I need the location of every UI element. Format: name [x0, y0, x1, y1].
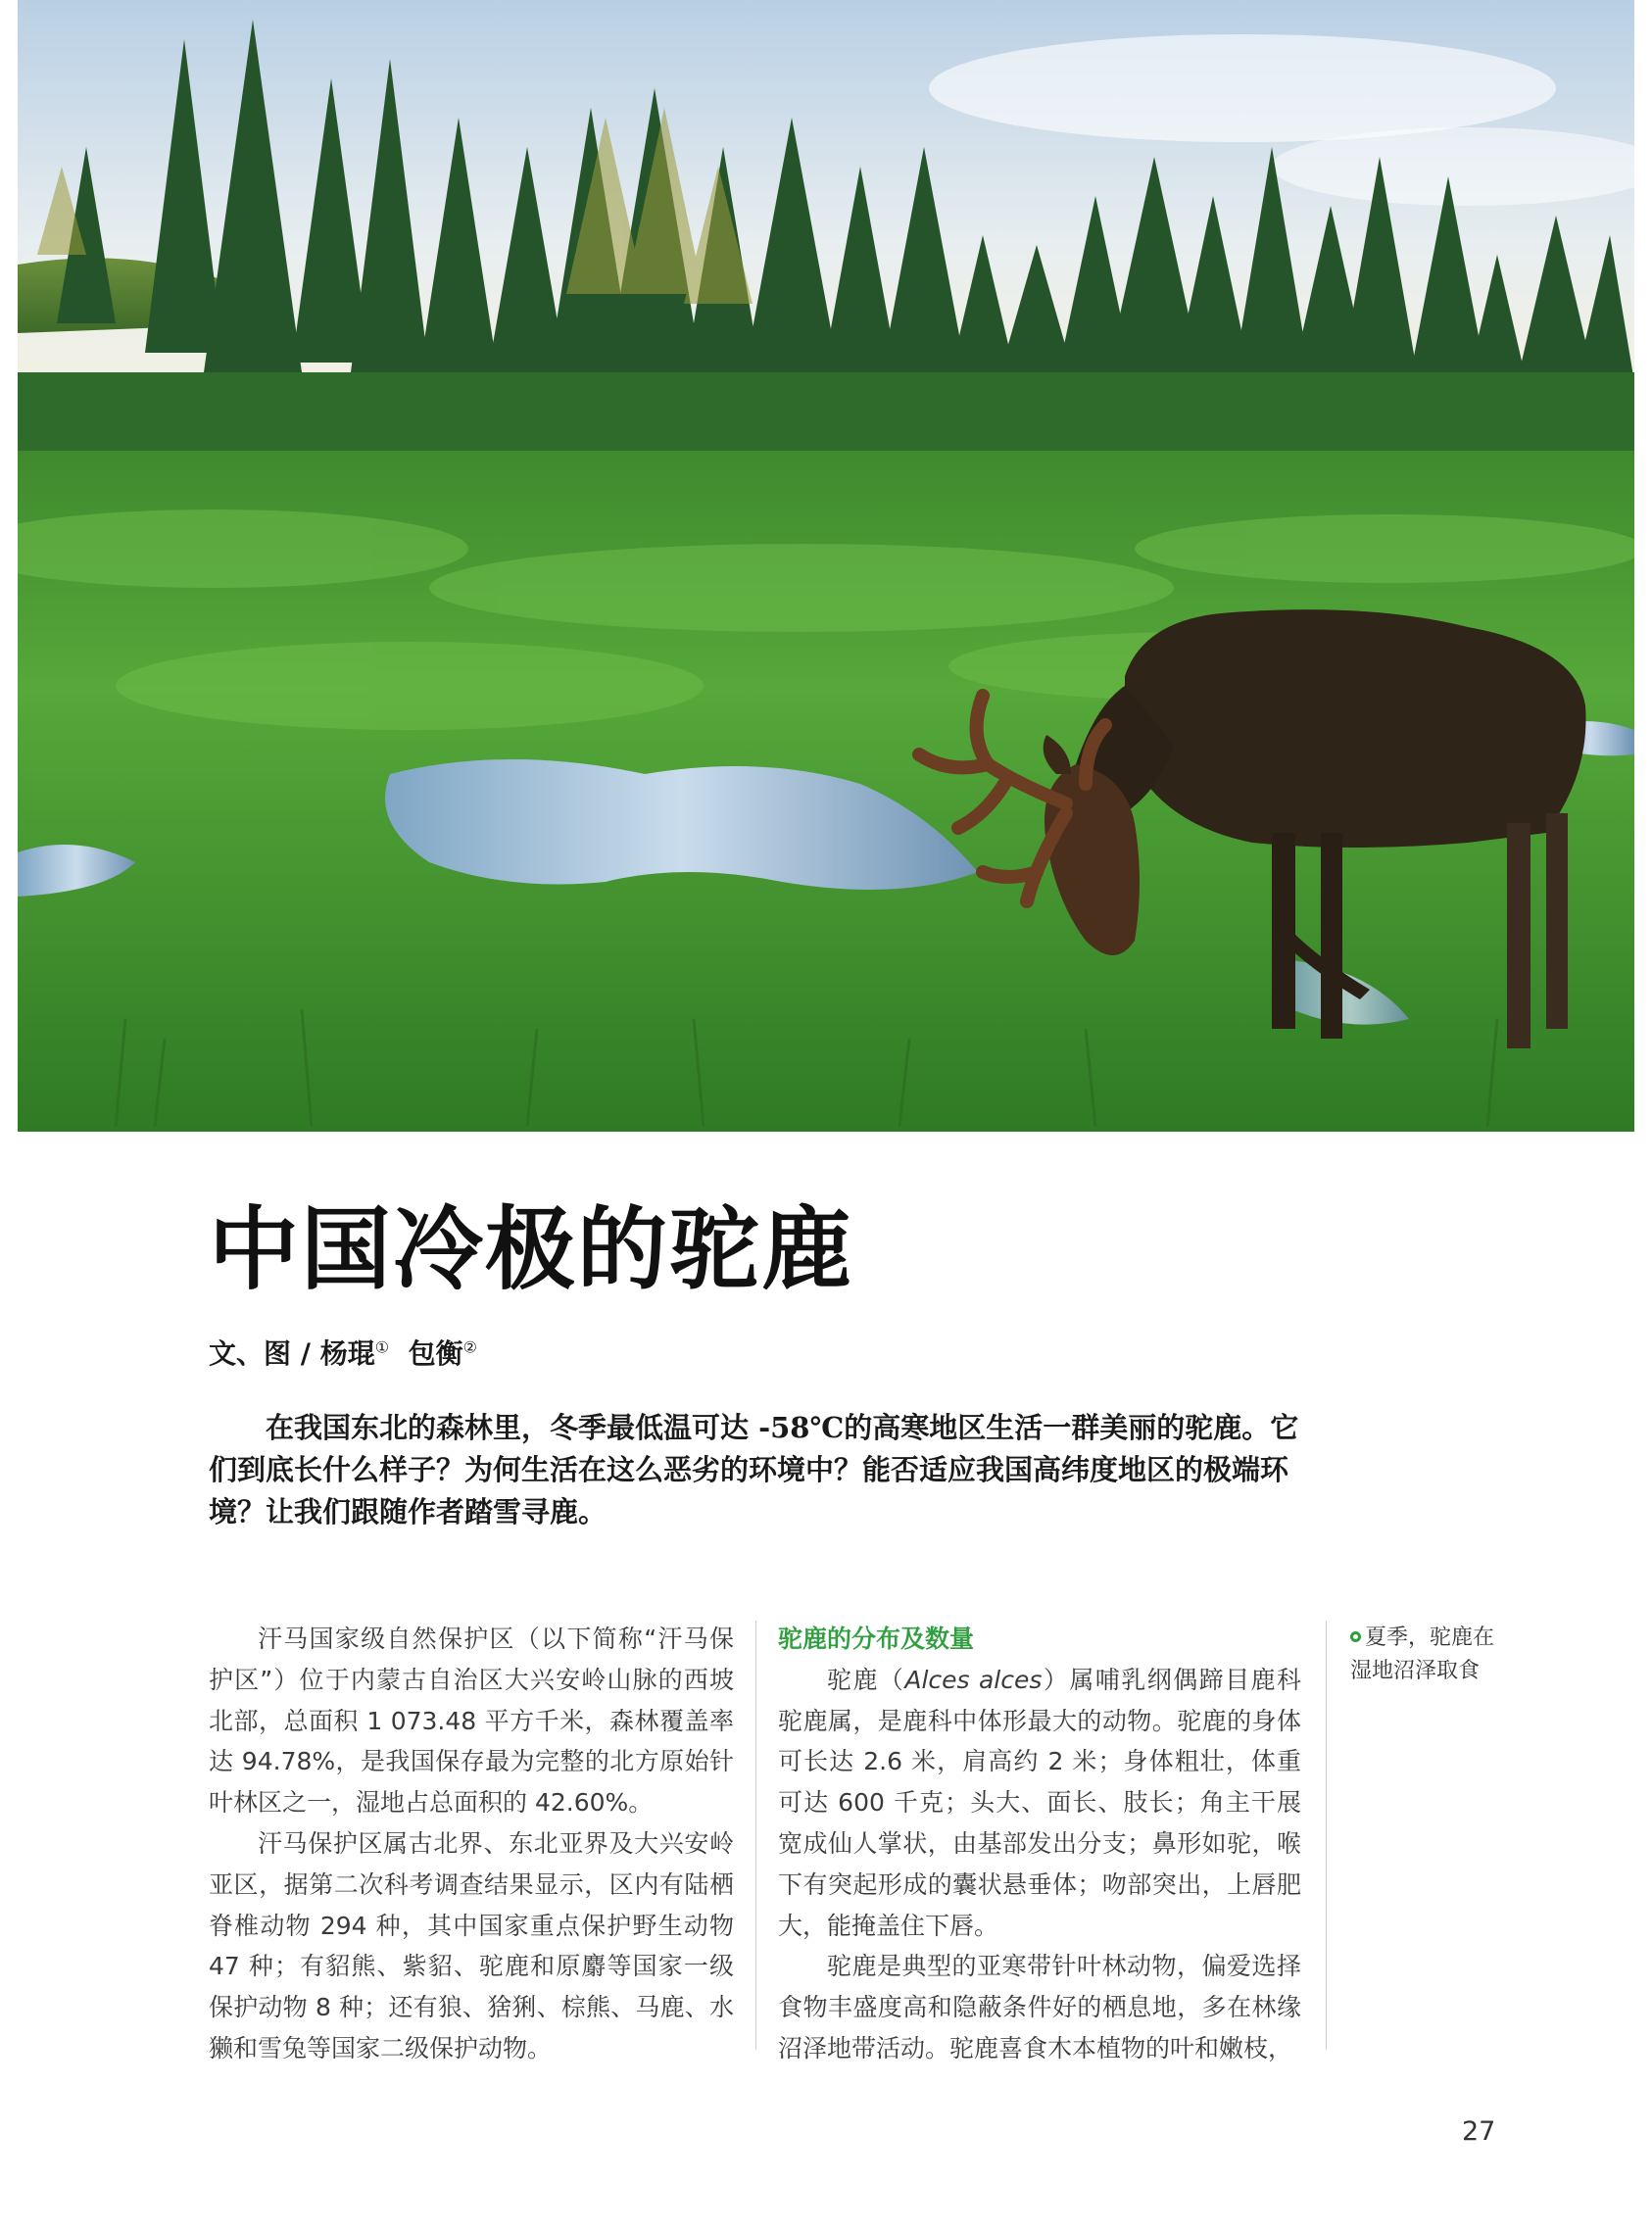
caption-bullet-icon [1350, 1631, 1361, 1642]
lead-paragraph: 在我国东北的森林里，冬季最低温可达 -58℃的高寒地区生活一群美丽的驼鹿。它们到底长什么样子？为何生活在这么恶劣的环境中？能否适应我国高纬度地区的极端环境？让我们跟随作者踏雪寻鹿。 [209, 1411, 1299, 1528]
author-2-footnote-mark: ② [462, 1337, 477, 1357]
author-2: 包衡 [408, 1337, 463, 1370]
body-column-2 [778, 1619, 1301, 2069]
paragraph-text: ）属哺乳纲偶蹄目鹿科驼鹿属，是鹿科中体形最大的动物。驼鹿的身体可长达 2.6 米，肩高约 2 米；身体粗壮，体重可达 600 千克；头大、面长、肢长；角主干展宽成仙人掌状，由基部发出分支；鼻形如驼，喉下有突起形成的囊状悬垂体；吻部突出，上唇肥大，能掩盖住下唇。 [778, 1665, 1301, 1940]
hero-photo [18, 0, 1634, 1132]
body-paragraph [778, 1660, 1301, 1947]
section-heading: 驼鹿的分布及数量 [778, 1625, 975, 1653]
body-column-1 [209, 1619, 734, 2069]
page-number: 27 [1462, 2116, 1496, 2147]
column-divider [1326, 1621, 1327, 2050]
photo-caption [1350, 1622, 1507, 1688]
author-1-footnote-mark: ① [374, 1337, 390, 1357]
caption-text: 夏季，驼鹿在湿地沼泽取食 [1350, 1625, 1495, 1683]
byline [209, 1333, 477, 1372]
column-divider [755, 1621, 756, 2050]
article-title: 中国冷极的驼鹿 [209, 1197, 854, 1302]
body-paragraph: 汗马国家级自然保护区（以下简称“汗马保护区”）位于内蒙古自治区大兴安岭山脉的西坡北部，总面积 1 073.48 平方千米，森林覆盖率达 94.78%，是我国保存最为完整的北方原始针叶林区之一，湿地占总面积的 42.60%。 [209, 1625, 734, 1818]
body-paragraph: 驼鹿是典型的亚寒带针叶林动物，偏爱选择食物丰盛度高和隐蔽条件好的栖息地，多在林缘沼泽地带活动。驼鹿喜食木本植物的叶和嫩枝， [778, 1952, 1301, 2062]
paragraph-text: 驼鹿（ [827, 1665, 905, 1694]
scientific-name: Alces alces [904, 1665, 1043, 1694]
byline-prefix: 文、图 / [209, 1337, 320, 1370]
author-1: 杨琨 [319, 1337, 375, 1370]
moose-wetland-illustration [18, 0, 1634, 1132]
body-paragraph: 汗马保护区属古北界、东北亚界及大兴安岭亚区，据第二次科考调查结果显示，区内有陆栖脊椎动物 294 种，其中国家重点保护野生动物 47 种；有貂熊、紫貂、驼鹿和原麝等国家一级保护动物 8 种；还有狼、猞猁、棕熊、马鹿、水獭和雪兔等国家二级保护动物。 [209, 1828, 734, 2062]
